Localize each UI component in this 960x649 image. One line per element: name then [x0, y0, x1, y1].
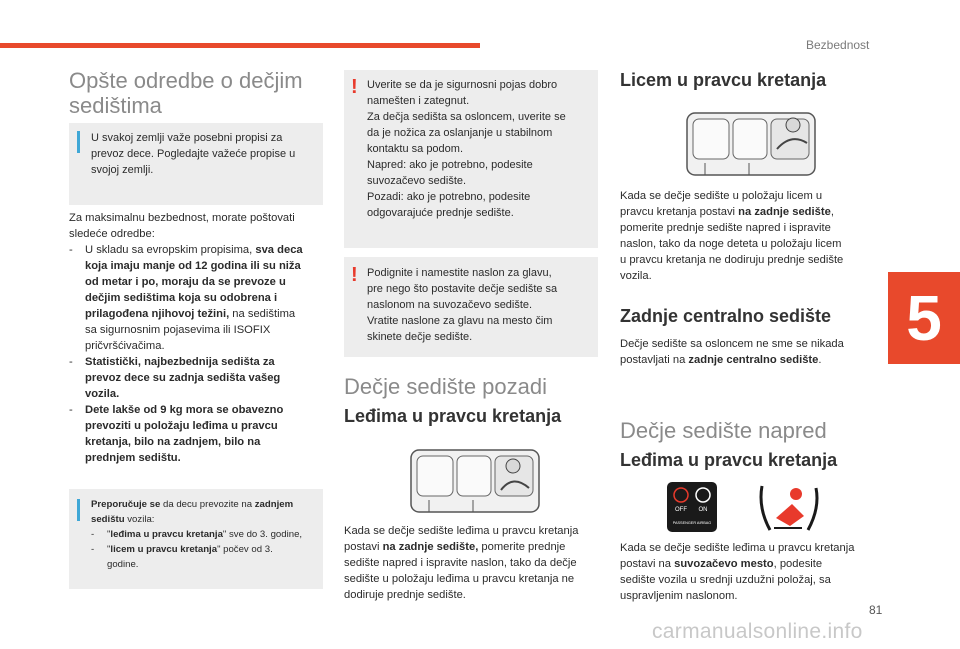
- text-line: Kada se dečje sedište leđima u pravcu kretanja: [620, 542, 855, 554]
- rear-facing-child-seat-icon: [756, 478, 822, 536]
- watermark: carmanualsonline.info: [652, 620, 863, 643]
- rule-bold-line: od metar i po, moraju da se prevoze u: [85, 276, 286, 288]
- warning-line: Pozadi: ako je potrebno, podesite: [367, 191, 531, 203]
- pref-dash: -: [91, 544, 95, 555]
- text-line: uspravljenim naslonom.: [620, 590, 738, 602]
- rear-facing-text: [344, 523, 606, 603]
- warning-line: namešten i zategnut.: [367, 95, 470, 107]
- warning-belt-text: [367, 77, 595, 221]
- airbag-label-text: PASSENGER AIRBAG: [672, 521, 712, 525]
- text-line: vozila.: [620, 270, 652, 282]
- rear-facing-seat-illustration: [409, 440, 541, 518]
- warning-line: Vratite naslone za glavu na mesto čim: [367, 315, 553, 327]
- info-text: [91, 130, 321, 178]
- intro-line: Za maksimalnu bezbednost, morate poštovati: [69, 212, 295, 224]
- warning-line: Za dečja sedišta sa osloncem, uverite se: [367, 111, 566, 123]
- pref-item: [91, 527, 319, 542]
- text-plain: , podesite: [773, 558, 823, 570]
- rule-bold-line: prednjem sedištu.: [85, 452, 181, 464]
- rule-continuation: [69, 258, 331, 354]
- pref-plain: vozila:: [124, 514, 155, 525]
- airbag-off-text: OFF: [675, 507, 687, 513]
- airbag-on-text: ON: [698, 507, 708, 513]
- text-bold: suvozačevo mesto: [674, 558, 774, 570]
- warning-line: skinete dečje sedište.: [367, 331, 473, 343]
- text-line: sedište napred i ispravite naslon, tako da dečje: [344, 557, 577, 569]
- section-name: Bezbednost: [806, 38, 870, 52]
- general-title-line: Opšte odredbe o dečjim: [69, 68, 303, 93]
- center-seat-text: [620, 336, 882, 368]
- pref-quote: ": [107, 544, 111, 555]
- chapter-tab: 5: [888, 272, 960, 364]
- front-seat-section-title: Dečje sedište napred: [620, 418, 827, 443]
- warning-line: naslonom na suvozačevo sedište.: [367, 299, 533, 311]
- text-line: Kada se dečje sedište u položaju licem u: [620, 190, 823, 202]
- text-line: u pravcu kretanja ne dodiruju prednje sedište: [620, 254, 844, 266]
- center-seat-subtitle: Zadnje centralno sedište: [620, 306, 832, 326]
- page-number: 81: [869, 603, 883, 617]
- text-line: Kada se dečje sedište leđima u pravcu kretanja: [344, 525, 579, 537]
- warning-line: Napred: ako je potrebno, podesite: [367, 159, 533, 171]
- rule-bold-line: kretanja, bilo na zadnjem, bilo na: [85, 436, 261, 448]
- pref-plain: da decu prevozite na: [160, 499, 255, 510]
- forward-facing-subtitle: Licem u pravcu kretanja: [620, 70, 827, 90]
- recommendation-text: [91, 497, 319, 572]
- pref-quote: ": [107, 529, 111, 540]
- rule-item: [69, 354, 331, 370]
- pref-plain: " sve do 3. godine,: [222, 529, 303, 540]
- text-plain: postavljati na: [620, 354, 689, 366]
- text-line: naslon, tako da noge deteta u položaju licem: [620, 238, 842, 250]
- warning-line: pre nego što postavite dečje sedište sa: [367, 283, 558, 295]
- rule-bold-line: Dete lakše od 9 kg mora se obavezno: [85, 404, 284, 416]
- rule-dash: -: [69, 404, 73, 416]
- forward-facing-seat-illustration: [685, 103, 817, 181]
- text-plain: .: [818, 354, 822, 366]
- text-line: sedište vozila u srednji uzdužni položaj, sa: [620, 574, 831, 586]
- rule-bold-line: prilagođena njihovoj težini,: [85, 308, 230, 320]
- general-title: [69, 68, 329, 119]
- rule-item: [69, 402, 331, 418]
- rule-bold-line: prevoz dece su zadnja sedišta vašeg: [85, 372, 281, 384]
- pref-line: godine.: [107, 559, 139, 570]
- forward-facing-text: [620, 188, 882, 284]
- rule-dash: -: [69, 356, 73, 368]
- general-title-line: sedištima: [69, 93, 162, 119]
- text-line: sedište u položaju leđima u pravcu kretanja ne: [344, 573, 575, 585]
- rule-plain: U skladu sa evropskim propisima,: [85, 244, 256, 256]
- text-plain: pravcu kretanja postavi: [620, 206, 739, 218]
- rule-bold-line: koja imaju manje od 12 godina ili su niža: [85, 260, 301, 272]
- warning-line: suvozačevo sedište.: [367, 175, 467, 187]
- info-line: U svakoj zemlji važe posebni propisi za: [91, 132, 283, 144]
- header-accent-bar: [0, 43, 480, 48]
- warning-line: odgovarajuće prednje sedište.: [367, 207, 514, 219]
- warning-line: Podignite i namestite naslon za glavu,: [367, 267, 552, 279]
- text-plain: postavi: [344, 541, 383, 553]
- text-line: Dečje sedište sa osloncem ne sme se nikada: [620, 338, 844, 350]
- text-bold: na zadnje sedište: [738, 206, 831, 218]
- column-general: [69, 68, 329, 119]
- front-rear-facing-text: [620, 540, 882, 604]
- rule-dash: -: [69, 244, 73, 256]
- pref-bold: sedištu: [91, 514, 125, 525]
- warning-icon: !: [351, 76, 358, 98]
- rule-bold-line: dečjim sedištima koja su odobrena i: [85, 292, 278, 304]
- rule-line: pričvršćivačima.: [85, 340, 165, 352]
- info-icon: [77, 131, 80, 153]
- rule-item: [69, 242, 331, 258]
- rule-text: [85, 242, 303, 258]
- pref-dash: -: [91, 529, 95, 540]
- text-line: pomerite prednje sedište napred i ispravite: [620, 222, 831, 234]
- pref-plain: " počev od 3.: [217, 544, 273, 555]
- rule-line: sa sigurnosnim pojasevima ili ISOFIX: [85, 324, 271, 336]
- pref-bold: leđima u pravcu kretanja: [110, 529, 223, 540]
- text-plain: postavi na: [620, 558, 675, 570]
- text-plain: pomerite prednje: [478, 541, 566, 553]
- pref-bold: licem u pravcu kretanja: [110, 544, 218, 555]
- pref-bold: zadnjem: [254, 499, 294, 510]
- warning-line: da je nožica za oslanjanje u stabilnom: [367, 127, 553, 139]
- rule-continuation: [69, 370, 331, 402]
- text-line: dodiruje prednje sedište.: [344, 589, 466, 601]
- rear-facing-subtitle: Leđima u pravcu kretanja: [344, 406, 562, 426]
- airbag-label-icon: [666, 481, 718, 533]
- rule-plain: na sedištima: [229, 308, 296, 320]
- rule-continuation: [69, 418, 331, 466]
- warning-headrest-text: [367, 265, 595, 345]
- text-plain: ,: [830, 206, 834, 218]
- text-bold: na zadnje sedište,: [382, 541, 479, 553]
- front-rear-facing-subtitle: Leđima u pravcu kretanja: [620, 450, 838, 470]
- info-line: svojoj zemlji.: [91, 164, 154, 176]
- intro-line: sledeće odredbe:: [69, 228, 155, 240]
- rule-bold: sva deca: [255, 244, 303, 256]
- rule-bold-line: vozila.: [85, 388, 120, 400]
- warning-icon: !: [351, 264, 358, 286]
- pref-item: [91, 542, 319, 557]
- warning-line: Uverite se da je sigurnosni pojas dobro: [367, 79, 558, 91]
- rule-bold-line: Statistički, najbezbednija sedišta za: [85, 356, 275, 368]
- rear-seat-section-title: Dečje sedište pozadi: [344, 374, 548, 399]
- text-bold: zadnje centralno sedište: [688, 354, 819, 366]
- info-line: prevoz dece. Pogledajte važeće propise u: [91, 148, 296, 160]
- rules-text: [69, 210, 331, 466]
- rule-bold-line: prevoziti u položaju leđima u pravcu: [85, 420, 278, 432]
- pref-bold: Preporučuje se: [91, 499, 161, 510]
- warning-line: kontaktu sa podom.: [367, 143, 464, 155]
- info-icon: [77, 499, 80, 521]
